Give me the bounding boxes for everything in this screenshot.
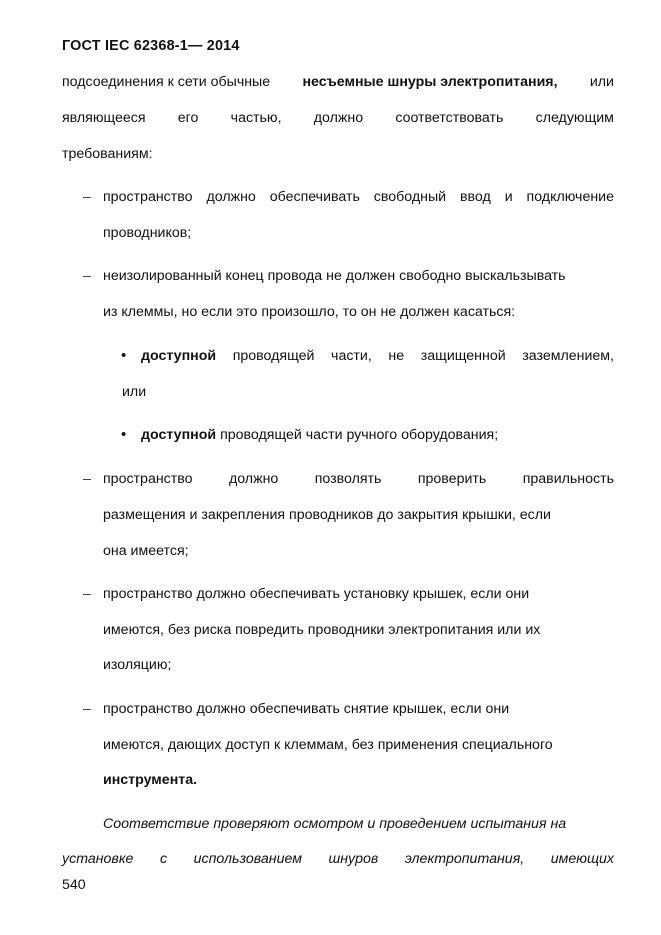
list-item-4-line-2: имеются, без риска повредить проводники электропитания или их	[103, 622, 541, 638]
list-item-5-line-1: пространство должно обеспечивать снятие крышек, если они	[103, 701, 510, 717]
word: позволять	[314, 471, 382, 487]
compliance-line-2	[62, 849, 614, 869]
list-item-3-line-3: она имеется;	[103, 543, 189, 559]
word: пространство	[103, 471, 193, 487]
list-item-3-line-2: размещения и закрепления проводников до закрытия крышки, если	[103, 507, 551, 523]
word: не	[388, 348, 405, 364]
intro-text: подсоединения к сети обычные	[62, 74, 271, 90]
intro-line-1	[62, 72, 614, 92]
word: установке	[62, 851, 134, 867]
word: соответствовать	[395, 110, 504, 126]
word: части,	[331, 348, 372, 364]
list-item-5-line-2: имеются, дающих доступ к клеммам, без применения специального	[103, 737, 553, 753]
list-item-2-line-1: неизолированный конец провода не должен свободно выскальзывать	[103, 268, 566, 284]
list-item-2-line-2: из клеммы, но если это произошло, то он не должен касаться:	[103, 304, 516, 320]
sub-item-1-line-1	[141, 346, 614, 366]
dash-marker: –	[83, 586, 91, 602]
word: шнуров	[328, 851, 379, 867]
dash-marker: –	[83, 268, 91, 284]
list-item-4-line-1: пространство должно обеспечивать установку крышек, если они	[103, 586, 530, 602]
word: защищенной	[420, 348, 506, 364]
term-tool: инструмента.	[103, 772, 198, 788]
intro-line-2	[62, 108, 614, 128]
word: должно	[313, 110, 364, 126]
word: его	[177, 110, 199, 126]
compliance-line-1: Соответствие проверяют осмотром и проведением испытания на	[103, 816, 567, 832]
word: проводящей	[232, 348, 315, 364]
term-accessible: доступной	[141, 348, 217, 364]
word: являющееся	[62, 110, 146, 126]
list-item-4-line-3: изоляцию;	[103, 657, 172, 673]
intro-line-3: требованиям:	[62, 146, 153, 162]
word: электропитания,	[404, 851, 525, 867]
bullet-marker: •	[121, 347, 127, 364]
word: проверить	[417, 471, 487, 487]
list-item-text: пространство должно обеспечивать свободный ввод и подключение	[103, 189, 614, 205]
list-item-1-line-2: проводников;	[103, 225, 192, 241]
word: заземлением,	[522, 348, 614, 364]
page-number: 540	[62, 877, 86, 893]
sub-item-1-line-2: или	[122, 384, 147, 400]
word: правильность	[522, 471, 614, 487]
dash-marker: –	[83, 189, 91, 205]
bullet-marker: •	[121, 426, 127, 443]
dash-marker: –	[83, 701, 91, 717]
list-item-1-line-1	[103, 187, 614, 207]
sub-item-2-line-1	[141, 425, 498, 445]
list-item-3-line-1	[103, 469, 614, 489]
word: должно	[228, 471, 279, 487]
term-power-cords: несъемные шнуры электропитания,	[302, 74, 558, 90]
word: с	[159, 851, 168, 867]
word: следующим	[535, 110, 614, 126]
word: имеющих	[550, 851, 614, 867]
document-header: ГОСТ IEC 62368-1— 2014	[62, 38, 240, 54]
term-accessible: доступной	[141, 427, 217, 443]
word: частью,	[230, 110, 282, 126]
dash-marker: –	[83, 471, 91, 487]
intro-text: или	[589, 74, 614, 90]
word: использованием	[193, 851, 302, 867]
sub-item-text: проводящей части ручного оборудования;	[220, 427, 499, 443]
